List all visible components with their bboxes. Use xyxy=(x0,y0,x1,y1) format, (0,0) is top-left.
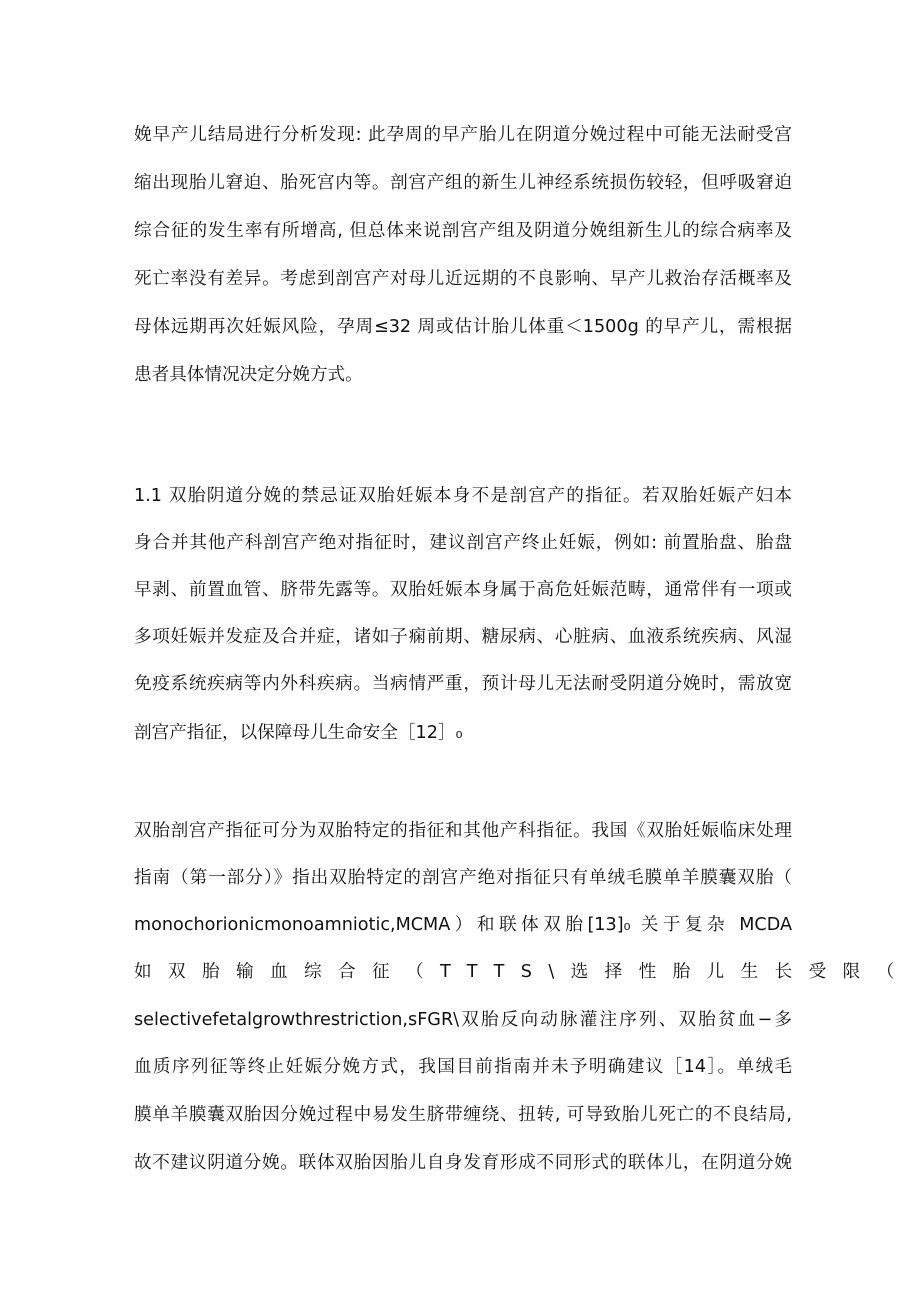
section-heading-line: 1.1 双胎阴道分娩的禁忌证双胎妊娠本身不是剖宫产的指征。若双胎妊娠产妇本 xyxy=(134,486,792,506)
text-line: 如双胎输血综合征（TTTS\选择性胎儿生长受限（ xyxy=(134,962,911,982)
text-line: selectivefetalgrowthrestriction,sFGR\双胎反向动脉灌注序列、双胎贫血−多 xyxy=(134,1010,792,1030)
text-line: 免疫系统疾病等内外科疾病。当病情严重，预计母儿无法耐受阴道分娩时，需放宽 xyxy=(134,674,792,694)
text-line: 死亡率没有差异。考虑到剖宫产对母儿近远期的不良影响、早产儿救治存活概率及 xyxy=(134,269,792,289)
text-line: 母体远期再次妊娠风险，孕周≤32 周或估计胎儿体重＜1500g 的早产儿，需根据 xyxy=(134,317,792,337)
text-line: 早剥、前置血管、脐带先露等。双胎妊娠本身属于高危妊娠范畴，通常伴有一项或 xyxy=(134,580,792,600)
text-line: 双胎剖宫产指征可分为双胎特定的指征和其他产科指征。我国《双胎妊娠临床处理 xyxy=(134,821,792,841)
text-line: 剖宫产指征，以保障母儿生命安全［12］₀ xyxy=(134,723,463,743)
text-line: 身合并其他产科剖宫产绝对指征时，建议剖宫产终止妊娠，例如: 前置胎盘、胎盘 xyxy=(134,533,792,553)
text-line: 膜单羊膜囊双胎因分娩过程中易发生脐带缠绕、扭转, 可导致胎儿死亡的不良结局, xyxy=(134,1105,792,1125)
text-line: monochorionicmonoamniotic,MCMA）和联体双胎[13]₀ 关于复杂 MCDA xyxy=(134,915,792,935)
text-line: 指南（第一部分）》指出双胎特定的剖宫产绝对指征只有单绒毛膜单羊膜囊双胎（ xyxy=(134,868,792,888)
text-line: 娩早产儿结局进行分析发现: 此孕周的早产胎儿在阴道分娩过程中可能无法耐受宫 xyxy=(134,125,792,145)
text-line: 缩出现胎儿窘迫、胎死宫内等。剖宫产组的新生儿神经系统损伤较轻，但呼吸窘迫 xyxy=(134,173,792,193)
text-line: 故不建议阴道分娩。联体双胎因胎儿自身发育形成不同形式的联体儿，在阴道分娩 xyxy=(134,1153,792,1173)
text-line: 综合征的发生率有所增高, 但总体来说剖宫产组及阴道分娩组新生儿的综合病率及 xyxy=(134,221,792,241)
text-line: 患者具体情况决定分娩方式。 xyxy=(134,365,363,385)
text-line: 血质序列征等终止妊娠分娩方式，我国目前指南并未予明确建议［14］。单绒毛 xyxy=(134,1057,792,1077)
text-line: 多项妊娠并发症及合并症，诸如子痫前期、糖尿病、心脏病、血液系统疾病、风湿 xyxy=(134,627,792,647)
